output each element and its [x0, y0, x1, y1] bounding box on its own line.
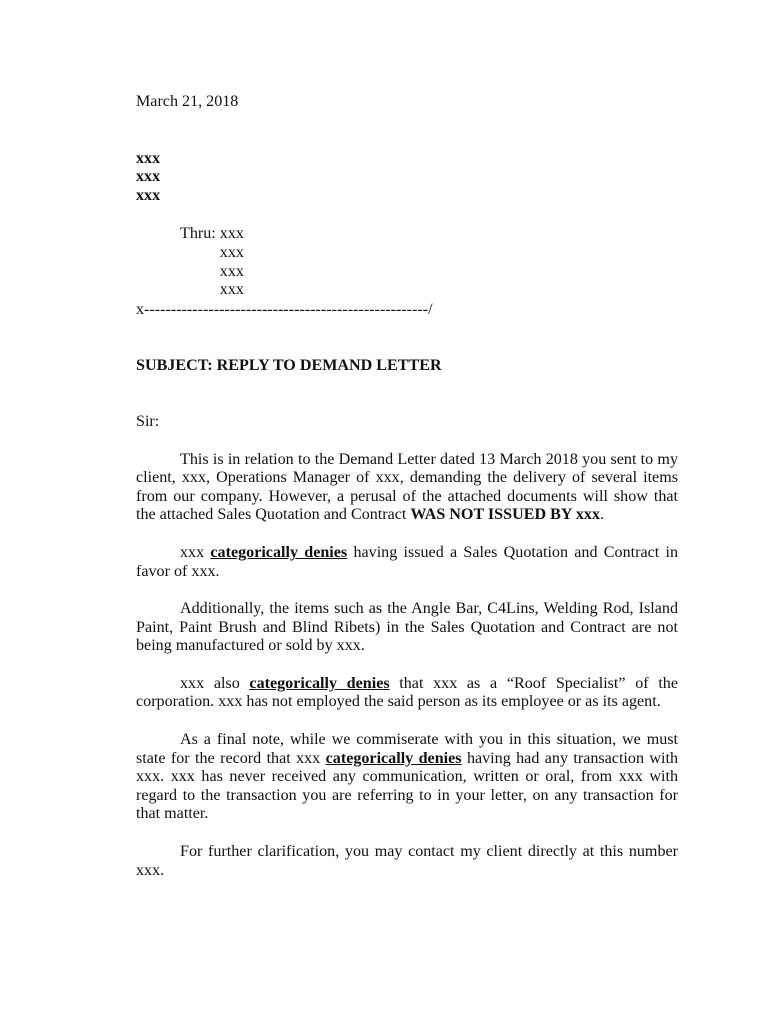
paragraph-text: having had any transaction with xxx. xxx has never received any communication, written or oral, from xxx with regard to the transaction you are referring to in your letter, on any transaction for that matter. [136, 749, 678, 823]
paragraph-4 [136, 675, 678, 712]
paragraph-2 [136, 544, 678, 581]
thru-label: Thru: [180, 225, 220, 243]
paragraph-text: xxx [180, 543, 211, 561]
subject-text: REPLY TO DEMAND LETTER [216, 357, 442, 375]
thru-line: xxx [219, 243, 244, 261]
paragraph-3 [136, 600, 678, 656]
underlined-emphasis: categorically denies [249, 674, 390, 692]
thru-line: xxx [219, 281, 244, 299]
subject-label: SUBJECT [136, 357, 208, 375]
subject-line [136, 357, 678, 376]
paragraph-text: As a final note, while we commiserate with you in this situation, we must state for the record that xxx [136, 731, 678, 767]
paragraph-text: that xxx as a “Roof Specialist” of the corporation. xxx has not employed the said person as its employee or as its agent. [136, 674, 678, 711]
paragraph-text: xxx also [180, 674, 250, 692]
letter-body [136, 93, 678, 880]
paragraph-text: Additionally, the items such as the Angle Bar, C4Lins, Welding Rod, Island Paint, Paint Brush and Blind Ribets) in the Sales Quotation and Contract are not being manufactured or sold by xxx. [136, 600, 678, 655]
salutation: Sir: [136, 412, 160, 430]
thru-block [180, 225, 678, 299]
recipient-line: xxx [136, 149, 161, 167]
recipient-line: xxx [136, 168, 161, 186]
thru-lines [220, 225, 244, 299]
thru-line: xxx [219, 225, 244, 243]
paragraph-text: This is in relation to the Demand Letter dated 13 March 2018 you sent to my client, xxx, Operations Manager of xxx, demanding the delivery of several items from our company. However, a perusal of the attached documents will show that the attached Sales Quotation and Contract [136, 450, 678, 524]
underlined-emphasis: categorically denies [325, 749, 462, 767]
recipient-block [136, 150, 678, 206]
recipient-line: xxx [136, 186, 161, 204]
subject-separator: : [207, 357, 217, 375]
paragraph-text: . [600, 506, 605, 524]
paragraph-1 [136, 451, 678, 525]
paragraph-text: having issued a Sales Quotation and Contract in favor of xxx. [136, 543, 678, 580]
thru-line: xxx [219, 262, 244, 280]
divider-line: x-----------------------------------------------------/ [136, 300, 433, 318]
paragraph-6 [136, 843, 678, 880]
emphasis-text: WAS NOT ISSUED BY xxx [410, 506, 601, 524]
paragraph-5 [136, 731, 678, 824]
paragraph-text: For further clarification, you may contact my client directly at this number xxx. [136, 843, 678, 879]
letter-date: March 21, 2018 [136, 93, 239, 110]
underlined-emphasis: categorically denies [210, 543, 348, 561]
